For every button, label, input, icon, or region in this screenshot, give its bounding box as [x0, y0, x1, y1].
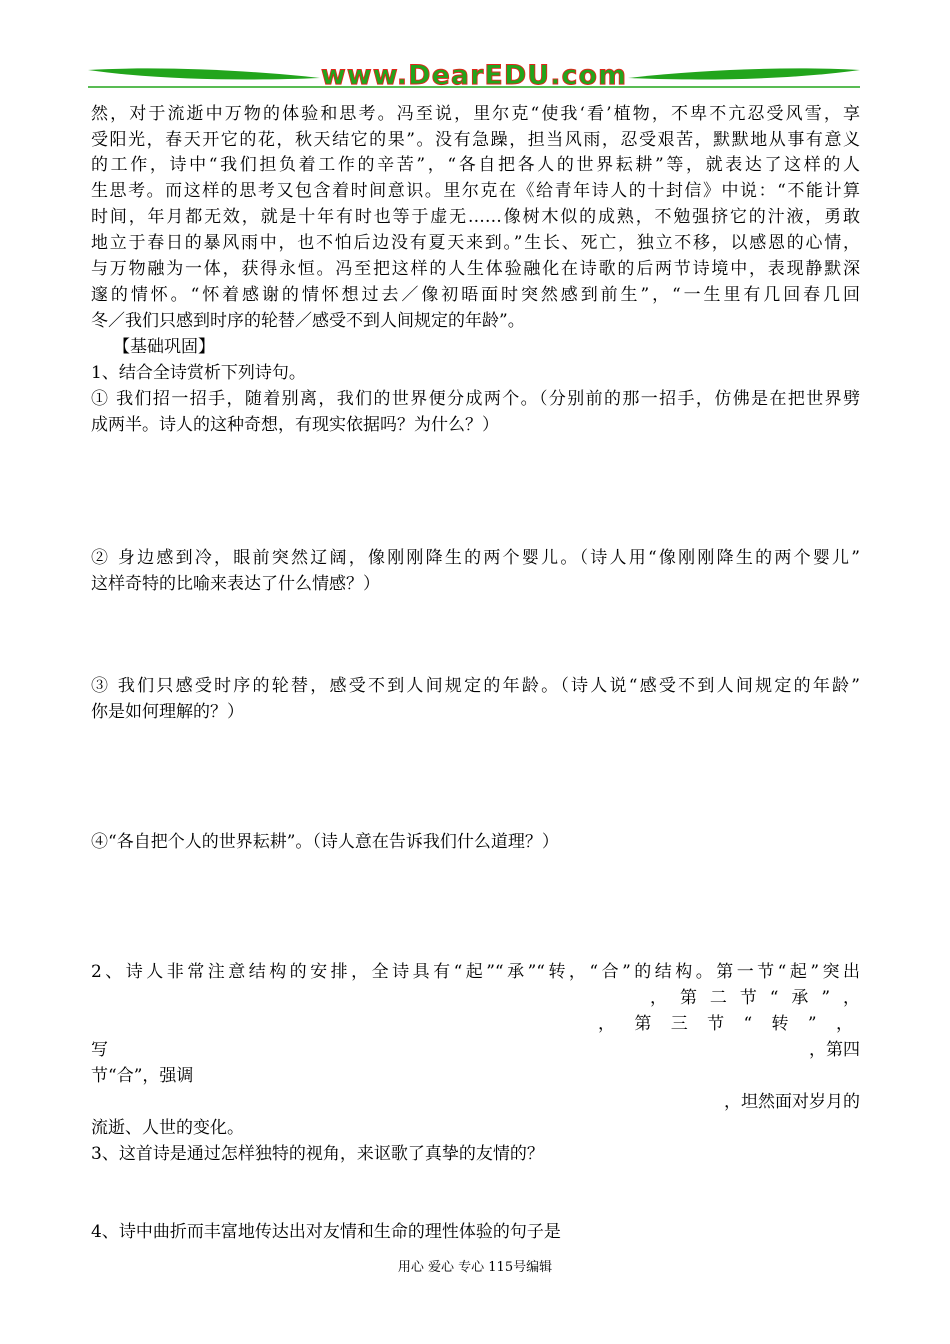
site-logo-text: www.DearEDU.com [320, 62, 628, 91]
paragraph-line: 冬／我们只感到时序的轮替／感受不到人间规定的年龄”。 [91, 311, 525, 331]
question-2-blank-line: ，坦然面对岁月的 [724, 1092, 860, 1112]
page-footer: 用心 爱心 专心 115号编辑 [397, 1260, 553, 1275]
paragraph-line: 邃的情怀。“怀着感谢的情怀想过去／像初晤面时突然感到前生”，“一生里有几回春几回 [91, 285, 860, 305]
left-swoosh [88, 68, 320, 79]
header-swoosh-graphic [88, 62, 860, 96]
paragraph-line: 地立于春日的暴风雨中，也不怕后边没有夏天来到。”生长、死亡，独立不移，以感恩的心情， [91, 233, 860, 253]
question-3: 3、这首诗是通过怎样独特的视角，来讴歌了真挚的友情的？ [91, 1144, 544, 1164]
section-title: 【基础巩固】 [113, 337, 215, 357]
paragraph-line: 时间，年月都无效，就是十年有时也等于虚无……像树木似的成熟，不勉强挤它的汁液，勇敢 [91, 207, 860, 227]
question-2-end-line: 流逝、人世的变化。 [91, 1118, 244, 1138]
question-1-item-2: ② 身边感到冷，眼前突然辽阔，像刚刚降生的两个婴儿。（诗人用“像刚刚降生的两个婴儿” [91, 548, 860, 568]
question-2-line: 2、诗人非常注意结构的安排，全诗具有“起”“承”“转，“合”的结构。第一节“起”突出 [91, 962, 860, 982]
question-1-item-1-cont: 成两半。诗人的这种奇想，有现实依据吗？为什么？） [91, 415, 499, 435]
question-1-item-2-cont: 这样奇特的比喻来表达了什么情感？） [91, 574, 380, 594]
question-1-item-3: ③ 我们只感受时序的轮替，感受不到人间规定的年龄。（诗人说“感受不到人间规定的年龄” [91, 676, 860, 696]
question-2-blank-line: ，第三节“转”， [598, 1014, 853, 1034]
question-1-item-4: ④“各自把个人的世界耘耕”。（诗人意在告诉我们什么道理？） [91, 832, 559, 852]
question-1-item-3-cont: 你是如何理解的？） [91, 702, 244, 722]
right-swoosh [628, 68, 860, 79]
question-2-fourth-label: ，第四 [809, 1040, 860, 1060]
question-4: 4、诗中曲折而丰富地传达出对友情和生命的理性体验的句子是 [91, 1222, 561, 1242]
paragraph-line: 生思考。而这样的思考又包含着时间意识。里尔克在《给青年诗人的十封信》中说：“不能计算 [91, 181, 860, 201]
paragraph-line: 与万物融为一体，获得永恒。冯至把这样的人生体验融化在诗歌的后两节诗境中，表现静默深 [91, 259, 860, 279]
question-2-blank-line: ，第二节“承”， [650, 988, 860, 1008]
question-1-stem: 1、结合全诗赏析下列诗句。 [91, 363, 306, 383]
site-header-banner [88, 62, 860, 96]
question-1-item-1: ① 我们招一招手，随着别离，我们的世界便分成两个。（分别前的那一招手，仿佛是在把世界劈 [91, 389, 860, 409]
paragraph-line: 受阳光，春天开它的花，秋天结它的果”。没有急躁，担当风雨，忍受艰苦，默默地从事有意义 [91, 130, 860, 150]
question-2-emphasis-line: 节“合”，强调 [91, 1066, 194, 1086]
paragraph-line: 然，对于流逝中万物的体验和思考。冯至说，里尔克“使我‘看’植物，不卑不亢忍受风雪，享 [91, 104, 860, 124]
question-2-write-label: 写 [91, 1040, 108, 1060]
paragraph-line: 的工作，诗中“我们担负着工作的辛苦”，“各自把各人的世界耘耕”等，就表达了这样的人 [91, 155, 860, 175]
